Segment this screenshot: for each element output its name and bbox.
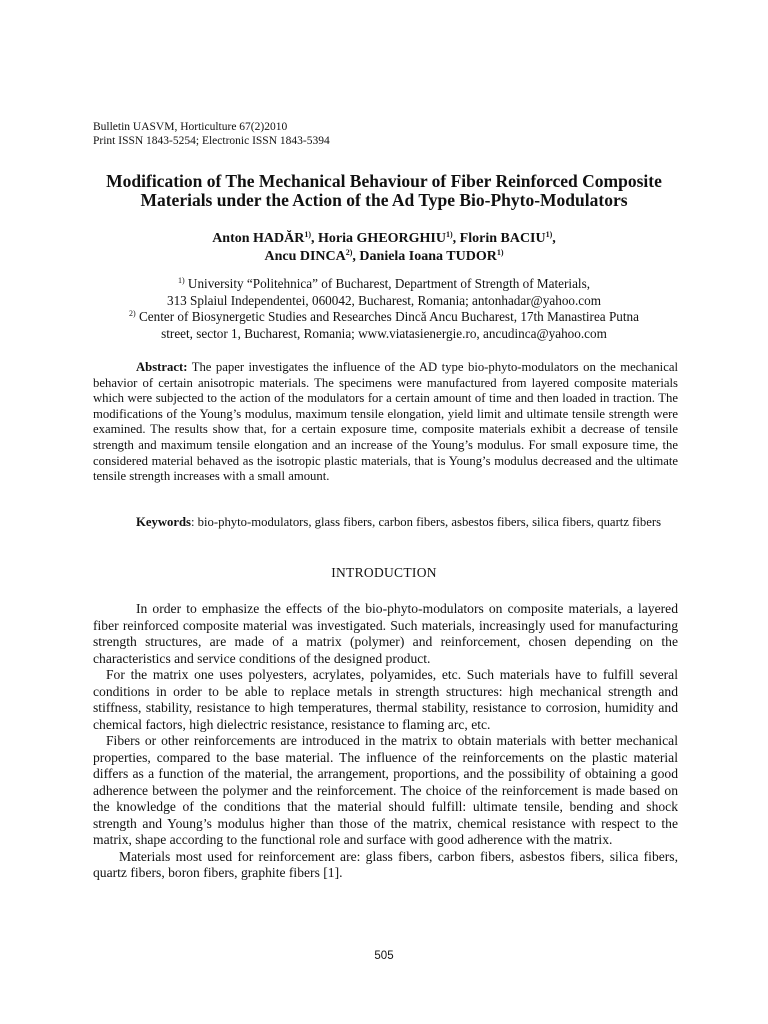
affiliation-text: University “Politehnica” of Bucharest, Department of Strength of Materials, [184, 276, 591, 291]
author-line-1 [60, 230, 708, 248]
keywords [93, 515, 678, 531]
journal-citation: Bulletin UASVM, Horticulture 67(2)2010 [93, 121, 288, 133]
abstract [93, 360, 678, 485]
paragraph: In order to emphasize the effects of the bio-phyto-modulators on composite materials, a layered fiber reinforced composite material was investigated. Such materials, increasingly used for manufacturing strength structures, are made of a matrix (polymer) and reinforcement, chosen depending on the characteristics and service conditions of the designed product. [93, 601, 678, 666]
author-affiliation-mark: 2) [345, 248, 353, 257]
keywords-label: Keywords [136, 515, 191, 529]
paragraph: For the matrix one uses polyesters, acrylates, polyamides, etc. Such materials have to fulfill several conditions in order to be able to replace metals in strength structures: high mechanical strength and stiffness, stability, resistance to high temperatures, thermal stability, resistance to corrosion, humidity and chemical factors, high dielectric resistance, resistance to flaming arc, etc. [93, 667, 678, 732]
paper-title [60, 172, 708, 210]
keywords-text: : bio-phyto-modulators, glass fibers, carbon fibers, asbestos fibers, silica fibers, quartz fibers [190, 515, 662, 529]
author-list [60, 230, 708, 266]
paragraph: Fibers or other reinforcements are introduced in the matrix to obtain materials with better mechanical properties, compared to the base material. The influence of the reinforcements on the plastic material differs as a function of the material, the arrangement, proportions, and the possibility of obtaining a good adherence between the polymer and the reinforcement. The choice of the reinforcement is made based on the knowledge of the conditions that the material should fulfill: ultimate tensile, bending and shock strength and Young’s modulus higher than those of the matrix, chemical resistance with respect to the matrix, shape according to the functional role and surface with good adherence with the matrix. [93, 733, 678, 847]
author-name: Daniela Ioana TUDOR [359, 249, 497, 264]
page-number: 505 [374, 950, 394, 962]
abstract-text: The paper investigates the influence of the AD type bio-phyto-modulators on the mechanical behavior of certain anisotropic materials. The specimens were manufactured from layered composite materials which were subjected to the action of the modulators for a certain amount of time and then loaded in traction. The modifications of the Young’s modulus, maximum tensile elongation, yield limit and ultimate tensile strength were examined. The results show that, for a certain exposure time, composite materials exhibit a decrease of tensile strength and maximum tensile elongation and an increase of the Young’s modulus. For small exposure time, the considered material behaved as the isotropic plastic materials, that is Young’s modulus decreased and the ultimate tensile strength increases with a small amount. [93, 360, 678, 484]
author-separator: , [452, 231, 460, 246]
author-name: Horia GHEORGHIU [318, 231, 446, 246]
affiliation-text: Center of Biosynergetic Studies and Researches Dincă Ancu Bucharest, 17th Manastirea Putna [135, 309, 639, 324]
section-heading-introduction: INTRODUCTION [331, 565, 437, 580]
affiliation-mark: 2) [129, 309, 136, 318]
affiliation-1-line-2: 313 Splaiul Independentei, 060042, Bucharest, Romania; antonhadar@yahoo.com [166, 292, 602, 308]
author-name: Ancu DINCA [264, 249, 346, 264]
author-separator: , [552, 231, 556, 246]
author-name: Florin BACIU [459, 231, 546, 246]
author-separator: , [311, 231, 319, 246]
affiliation-1-line-1 [60, 276, 708, 293]
abstract-label: Abstract: [136, 360, 188, 374]
author-affiliation-mark: 1) [304, 230, 312, 239]
author-affiliation-mark: 1) [446, 230, 453, 239]
affiliation-2-line-2: street, sector 1, Bucharest, Romania; www.viatasienergie.ro, ancudinca@yahoo.com [161, 325, 607, 341]
affiliation-2-line-1 [60, 309, 708, 326]
paragraph: Materials most used for reinforcement are: glass fibers, carbon fibers, asbestos fibers, silica fibers, quartz fibers, boron fibers, graphite fibers [1]. [93, 848, 678, 880]
author-name: Anton HADĂR [212, 231, 305, 246]
title-line-1: Modification of The Mechanical Behaviour of Fiber Reinforced Composite [106, 171, 662, 191]
affiliations [60, 276, 708, 342]
introduction-body [93, 601, 678, 882]
title-line-2: Materials under the Action of the Ad Type Bio-Phyto-Modulators [140, 190, 628, 210]
journal-header [93, 120, 330, 148]
affiliation-mark: 1) [177, 276, 185, 285]
author-line-2 [60, 248, 708, 266]
journal-issn: Print ISSN 1843-5254; Electronic ISSN 1843-5394 [93, 135, 330, 147]
author-separator: , [352, 249, 360, 264]
author-affiliation-mark: 1) [496, 248, 504, 257]
author-affiliation-mark: 1) [545, 230, 553, 239]
